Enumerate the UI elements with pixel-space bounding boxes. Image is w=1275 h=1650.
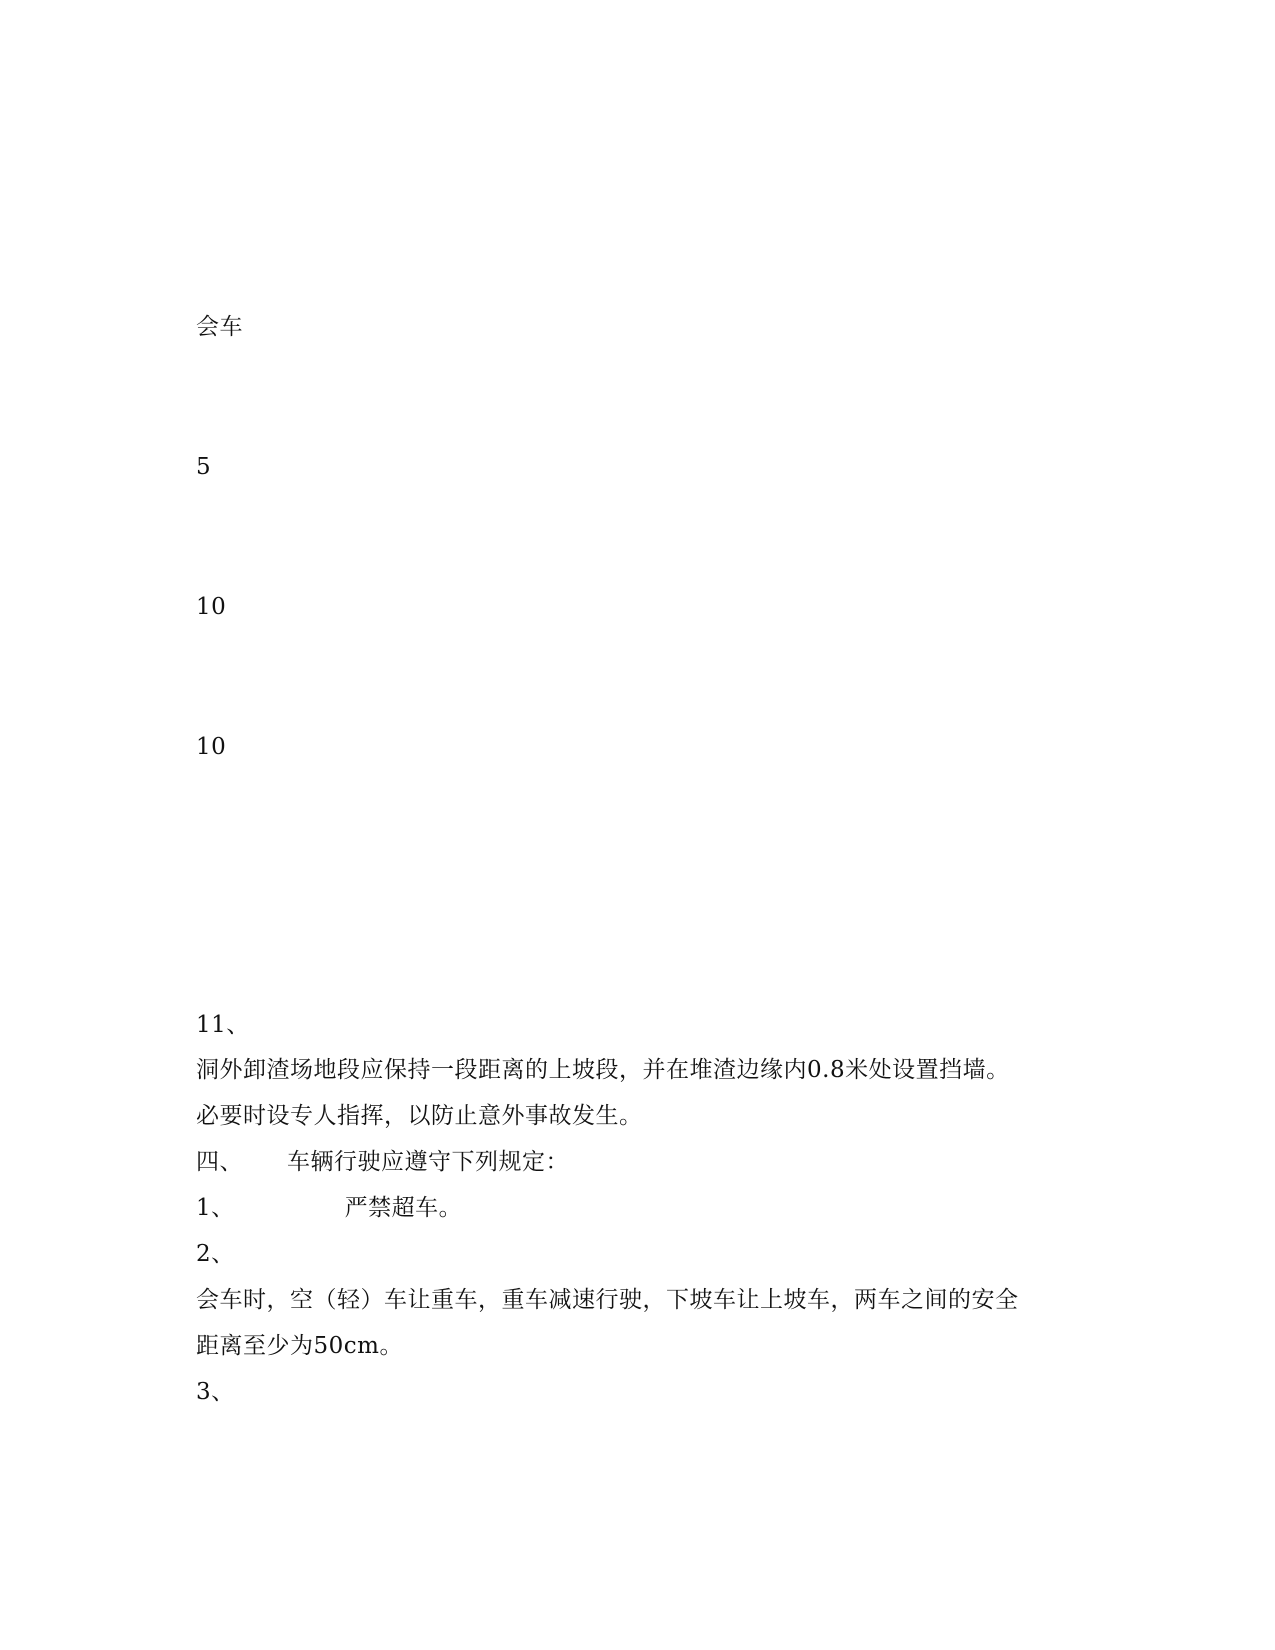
section-4-heading [196,1147,569,1177]
rule-1-text: 严禁超车。 [344,1195,463,1221]
rule-1-number: 1、 [196,1195,235,1221]
item-11-number: 11、 [196,1012,250,1038]
table-value-3: 10 [196,734,227,760]
section-4-title: 车辆行驶应遵守下列规定： [287,1149,569,1175]
rule-2-text-line2: 距离至少为50cm。 [196,1333,403,1359]
rule-2-text-line1: 会车时，空（轻）车让重车，重车减速行驶，下坡车让上坡车，两车之间的安全 [196,1287,1019,1313]
table-header-cell: 会车 [196,314,243,340]
rule-2-number: 2、 [196,1241,235,1267]
table-value-2: 10 [196,594,227,620]
table-value-1: 5 [196,454,212,480]
rule-1 [196,1193,462,1223]
item-11-text-line1: 洞外卸渣场地段应保持一段距离的上坡段，并在堆渣边缘内0.8米处设置挡墙。 [196,1057,1010,1083]
rule-3-number: 3、 [196,1379,235,1405]
item-11-text-line2: 必要时设专人指挥，以防止意外事故发生。 [196,1103,643,1129]
section-4-number: 四、 [196,1149,243,1175]
